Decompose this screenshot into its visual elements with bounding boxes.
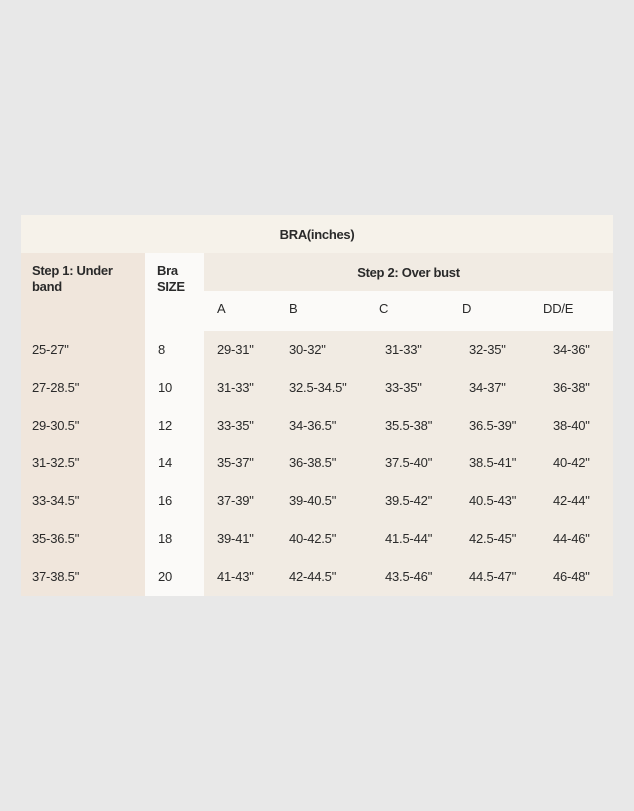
overbust-cell: 40-42"	[553, 455, 590, 470]
underband-cell: 35-36.5"	[32, 531, 80, 546]
overbust-cell: 35.5-38"	[385, 418, 433, 433]
overbust-cell: 37-39"	[217, 493, 254, 508]
overbust-cell: 39-40.5"	[289, 493, 337, 508]
bra-size-header: Bra SIZE	[157, 263, 185, 294]
overbust-cell: 32.5-34.5"	[289, 380, 347, 395]
overbust-cell: 43.5-46"	[385, 569, 433, 584]
bra-size-cell: 16	[158, 493, 173, 508]
overbust-cell: 38.5-41"	[469, 455, 517, 470]
bra-size-column	[145, 253, 204, 596]
underband-cell: 25-27"	[32, 342, 69, 357]
overbust-cell: 44-46"	[553, 531, 590, 546]
overbust-cell: 33-35"	[217, 418, 254, 433]
overbust-cell: 35-37"	[217, 455, 254, 470]
overbust-cell: 30-32"	[289, 342, 326, 357]
underband-cell: 27-28.5"	[32, 380, 80, 395]
overbust-cell: 46-48"	[553, 569, 590, 584]
overbust-cell: 37.5-40"	[385, 455, 433, 470]
overbust-cell: 40-42.5"	[289, 531, 337, 546]
underband-cell: 29-30.5"	[32, 418, 80, 433]
bra-size-cell: 14	[158, 455, 173, 470]
overbust-cell: 32-35"	[469, 342, 506, 357]
bra-size-cell: 18	[158, 531, 173, 546]
overbust-cell: 34-36"	[553, 342, 590, 357]
bra-size-cell: 20	[158, 569, 173, 584]
overbust-cell: 42-44.5"	[289, 569, 337, 584]
bra-size-cell: 12	[158, 418, 173, 433]
overbust-cell: 31-33"	[217, 380, 254, 395]
overbust-cell: 44.5-47"	[469, 569, 517, 584]
underband-cell: 33-34.5"	[32, 493, 80, 508]
overbust-cell: 41-43"	[217, 569, 254, 584]
overbust-cell: 34-36.5"	[289, 418, 337, 433]
overbust-cell: 41.5-44"	[385, 531, 433, 546]
overbust-cell: 39.5-42"	[385, 493, 433, 508]
chart-title: BRA(inches)	[21, 215, 613, 253]
cup-label: A	[217, 301, 226, 316]
overbust-cell: 42-44"	[553, 493, 590, 508]
overbust-cell: 42.5-45"	[469, 531, 517, 546]
overbust-cell: 39-41"	[217, 531, 254, 546]
overbust-cell: 36-38.5"	[289, 455, 337, 470]
cup-label: D	[462, 301, 472, 316]
underband-cell: 31-32.5"	[32, 455, 80, 470]
step1-header: Step 1: Under band	[32, 263, 113, 294]
overbust-cell: 38-40"	[553, 418, 590, 433]
cup-label: DD/E	[543, 301, 574, 316]
underband-cell: 37-38.5"	[32, 569, 80, 584]
overbust-cell: 40.5-43"	[469, 493, 517, 508]
overbust-cell: 31-33"	[385, 342, 422, 357]
bra-size-cell: 10	[158, 380, 173, 395]
bra-size-cell: 8	[158, 342, 166, 357]
overbust-cell: 29-31"	[217, 342, 254, 357]
bra-size-chart	[21, 215, 613, 596]
overbust-cell: 36.5-39"	[469, 418, 517, 433]
overbust-cell: 36-38"	[553, 380, 590, 395]
cup-label: B	[289, 301, 298, 316]
cup-label: C	[379, 301, 389, 316]
overbust-cell: 34-37"	[469, 380, 506, 395]
overbust-cell: 33-35"	[385, 380, 422, 395]
step2-header: Step 2: Over bust	[204, 253, 613, 291]
